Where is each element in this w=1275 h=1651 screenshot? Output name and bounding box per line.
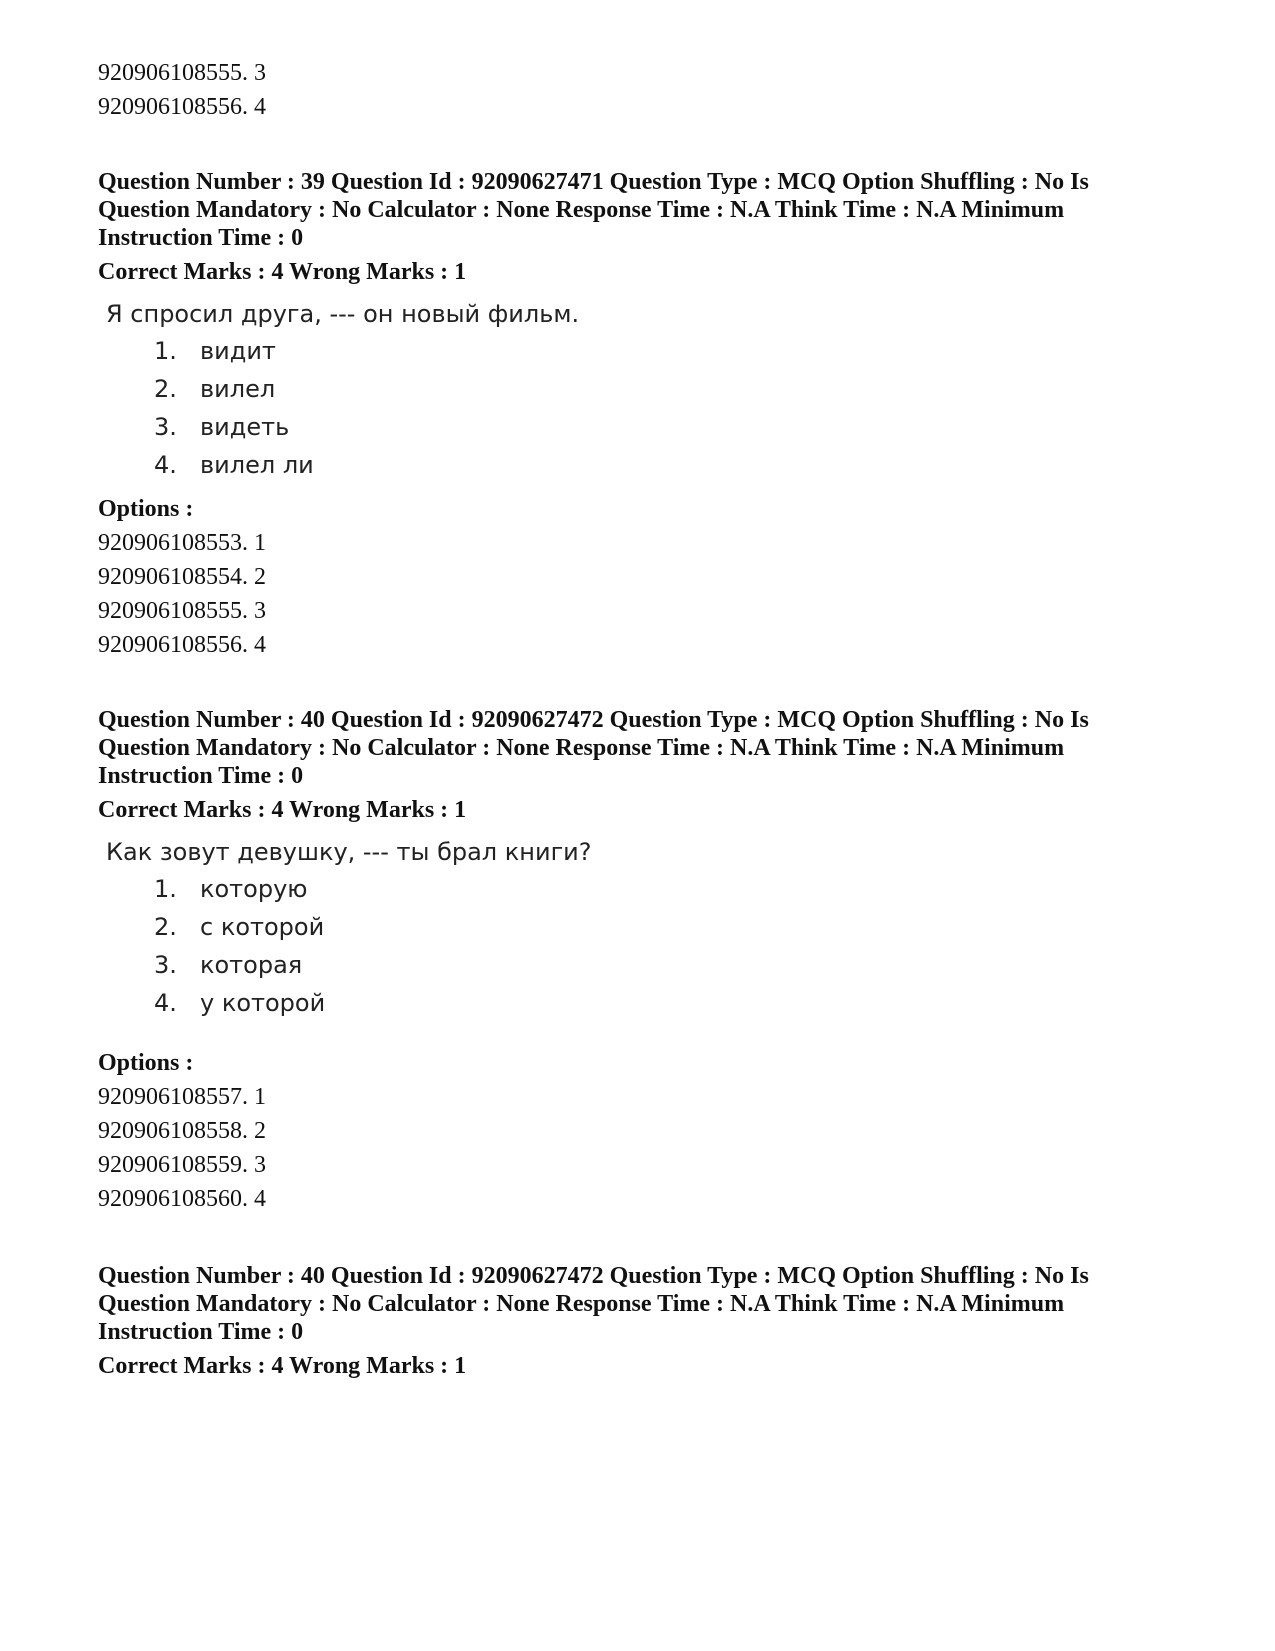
option-line: 920906108559. 3 (98, 1152, 266, 1178)
choice-list (98, 870, 1198, 1022)
question-meta-line: Question Mandatory : No Calculator : None Response Time : N.A Think Time : N.A Minimum (98, 197, 1065, 223)
marks-line: Correct Marks : 4 Wrong Marks : 1 (98, 797, 467, 823)
choice-item (154, 870, 1198, 908)
question-meta-line: Question Mandatory : No Calculator : None Response Time : N.A Think Time : N.A Minimum (98, 1291, 1065, 1317)
options-section (98, 1046, 1198, 1216)
option-line: 920906108560. 4 (98, 1186, 266, 1212)
choice-number: 4. (154, 451, 177, 479)
question-prompt: Как зовут девушку, --- ты брал книги? (106, 838, 592, 866)
option-line: 920906108556. 4 (98, 632, 266, 658)
question-block-39 (98, 168, 1198, 662)
question-meta-line: Instruction Time : 0 (98, 225, 304, 251)
option-line: 920906108555. 3 (98, 598, 266, 624)
option-line: 920906108556. 4 (98, 94, 266, 120)
question-meta-line: Question Number : 40 Question Id : 92090627472 Question Type : MCQ Option Shuffling : No Is (98, 707, 1089, 733)
choice-number: 4. (154, 989, 177, 1017)
option-line: 920906108553. 1 (98, 530, 266, 556)
choice-text: вилел (200, 375, 276, 403)
choice-text: с которой (200, 913, 325, 941)
question-content (98, 834, 1198, 1022)
question-meta-line: Question Number : 40 Question Id : 92090627472 Question Type : MCQ Option Shuffling : No Is (98, 1263, 1089, 1289)
choice-number: 1. (154, 875, 177, 903)
choice-item (154, 408, 1198, 446)
option-line: 920906108554. 2 (98, 564, 266, 590)
question-meta-line: Question Number : 39 Question Id : 92090627471 Question Type : MCQ Option Shuffling : No Is (98, 169, 1089, 195)
option-line: 920906108555. 3 (98, 60, 266, 86)
choice-list (98, 332, 1198, 484)
question-block-40 (98, 706, 1198, 1216)
marks-line: Correct Marks : 4 Wrong Marks : 1 (98, 259, 467, 285)
choice-text: которая (200, 951, 303, 979)
choice-item (154, 332, 1198, 370)
option-line: 920906108558. 2 (98, 1118, 266, 1144)
question-content (98, 296, 1198, 484)
choice-item (154, 446, 1198, 484)
options-title: Options : (98, 1050, 194, 1076)
carryover-options (98, 56, 1198, 124)
choice-item (154, 370, 1198, 408)
question-block-40-repeat (98, 1262, 1198, 1380)
choice-item (154, 908, 1198, 946)
choice-text: у которой (200, 989, 326, 1017)
question-meta-line: Question Mandatory : No Calculator : None Response Time : N.A Think Time : N.A Minimum (98, 735, 1065, 761)
choice-item (154, 984, 1198, 1022)
option-line: 920906108557. 1 (98, 1084, 266, 1110)
options-section (98, 492, 1198, 662)
marks-line: Correct Marks : 4 Wrong Marks : 1 (98, 1353, 467, 1379)
choice-text: которую (200, 875, 308, 903)
question-meta-line: Instruction Time : 0 (98, 763, 304, 789)
choice-text: видеть (200, 413, 290, 441)
options-title: Options : (98, 496, 194, 522)
choice-number: 3. (154, 413, 177, 441)
choice-text: видит (200, 337, 276, 365)
question-prompt: Я спросил друга, --- он новый фильм. (106, 300, 580, 328)
choice-number: 1. (154, 337, 177, 365)
choice-text: вилел ли (200, 451, 314, 479)
choice-number: 2. (154, 375, 177, 403)
choice-number: 2. (154, 913, 177, 941)
choice-item (154, 946, 1198, 984)
question-meta-line: Instruction Time : 0 (98, 1319, 304, 1345)
choice-number: 3. (154, 951, 177, 979)
